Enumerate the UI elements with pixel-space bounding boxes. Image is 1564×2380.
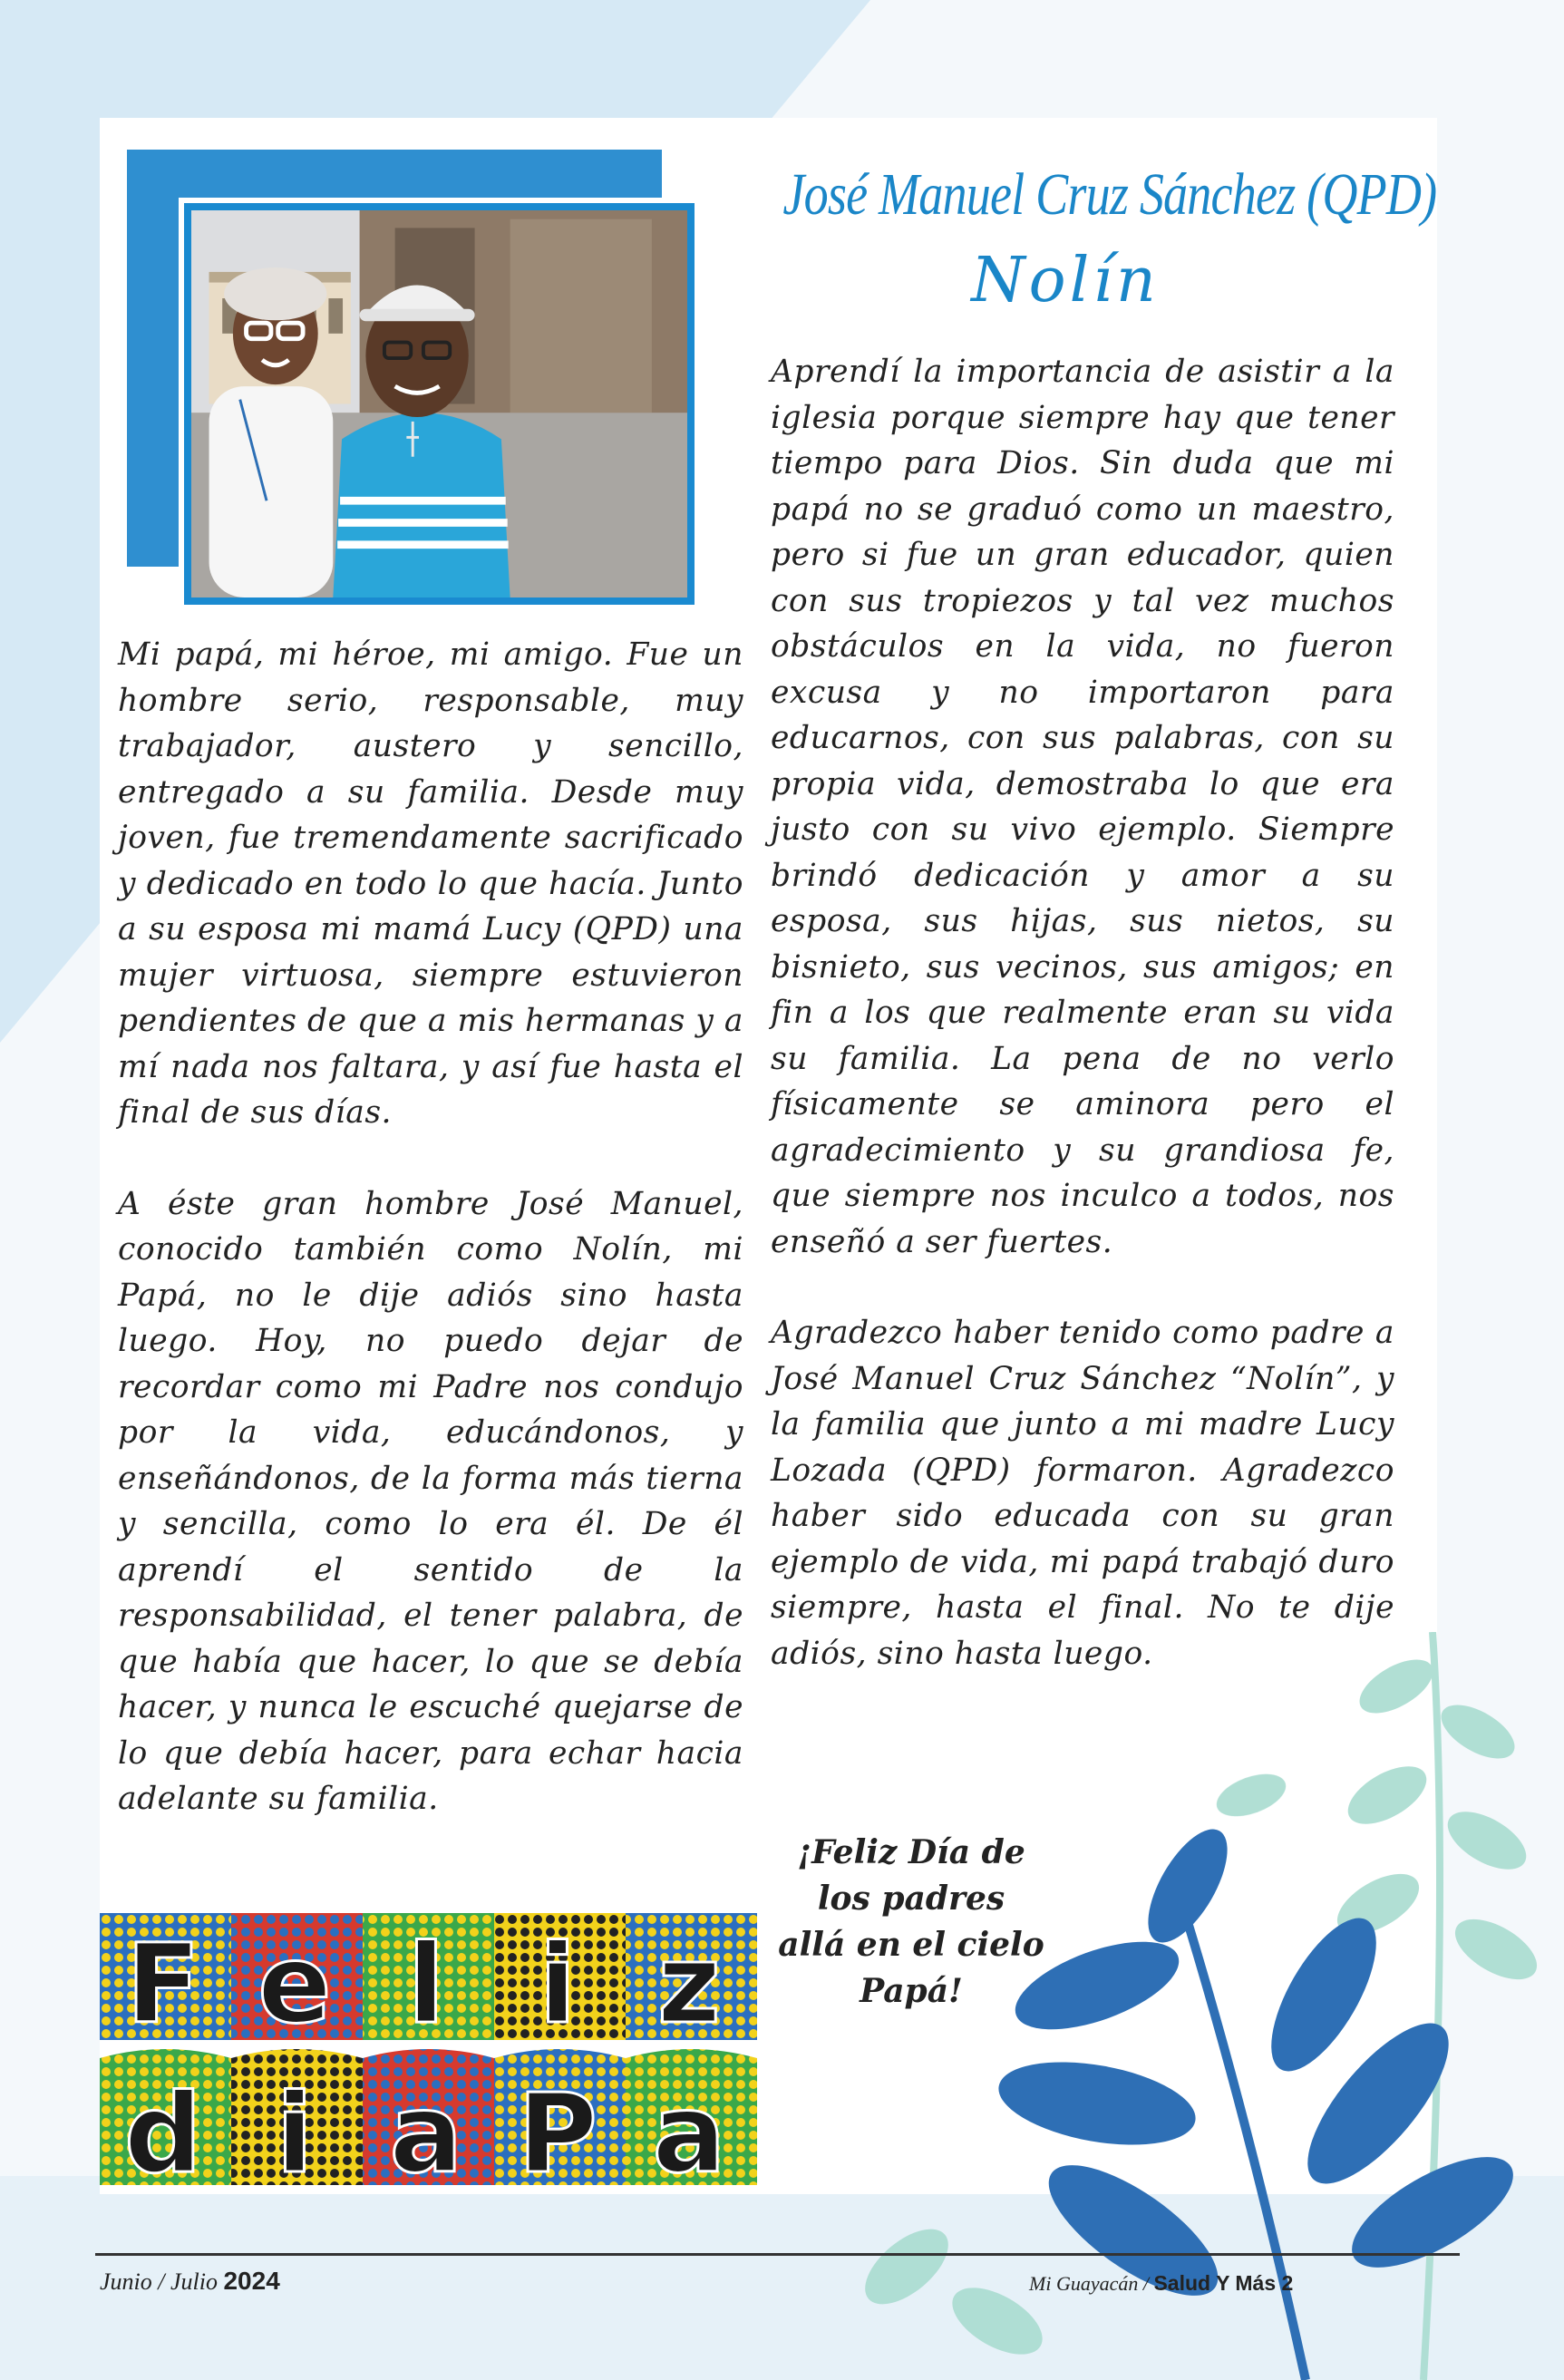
footer-section: Salud Y Más 2 bbox=[1153, 2271, 1294, 2295]
banner-letter: i bbox=[539, 1922, 577, 2048]
banner-letter: i bbox=[276, 2072, 314, 2185]
banner-letter: l bbox=[407, 1922, 445, 2048]
footer-publication bbox=[1029, 2271, 1293, 2296]
paragraph: A éste gran hombre José Manuel, conocido también como Nolín, mi Papá, no le dije adiós sino hasta luego. Hoy, no puedo dejar de recordar como mi Padre nos condujo por la vida, educándonos, y enseñándonos, de la forma más tierna y sencilla, como lo era él. De él aprendí el sentido de la responsabilidad, el tener palabra, de que había que hacer, lo que se debía hacer, y nunca le escuché quejarse de lo que debía hacer, para echar hacia adelante su familia. bbox=[118, 1185, 743, 1817]
footer-issue bbox=[100, 2267, 280, 2296]
paragraph: Agradezco haber tenido como padre a José Manuel Cruz Sánchez “Nolín”, y la familia que junto a mi madre Lucy Lozada (QPD) formaron. Agradezco haber sido educada con su gran ejemplo de vida, mi papá trabajó duro siempre, hasta el final. No te dije adiós, sino hasta luego. bbox=[771, 1315, 1394, 1672]
paragraph: Aprendí la importancia de asistir a la iglesia porque siempre hay que tener tiempo para Dios. Sin duda que mi papá no se graduó como un maestro, pero si fue un gran educador, quien con sus tropiezos y tal vez muchos obstáculos en la vida, no fueron excusa y no importaron para educarnos, con sus palabras, con su propia vida, demostraba lo que era justo con su vivo ejemplo. Siempre brindó dedicación y amor a su esposa, sus hijas, sus nietos, su bisnieto, sus vecinos, sus amigos; en fin a los que realmente eran su vida su familia. La pena de no verlo físicamente se aminora pero el agradecimiento y su grandiosa fe, que siempre nos inculco a todos, nos enseñó a ser fuertes. bbox=[771, 354, 1394, 1260]
closing-line: ¡Feliz Día de bbox=[797, 1833, 1025, 1871]
right-column bbox=[771, 349, 1394, 1722]
article-subtitle: Nolín bbox=[971, 245, 1160, 316]
footer-issue-months: Junio / Julio bbox=[100, 2268, 218, 2295]
footer-rule bbox=[95, 2253, 1460, 2256]
closing-line: los padres bbox=[817, 1880, 1005, 1918]
banner-letter: a bbox=[652, 2072, 726, 2185]
article-title: José Manuel Cruz Sánchez (QPD) bbox=[782, 161, 1437, 228]
footer-publication-name: Mi Guayacán / bbox=[1029, 2272, 1149, 2295]
leaves-decoration bbox=[798, 1632, 1564, 2380]
closing-line: Papá! bbox=[860, 1972, 963, 2010]
banner-letter: e bbox=[257, 1922, 332, 2048]
banner-letter: P bbox=[518, 2072, 597, 2185]
paragraph: Mi papá, mi héroe, mi amigo. Fue un hombre serio, responsable, muy trabajador, austero y sencillo, entregado a su familia. Desde muy joven, fue tremendamente sacrificado y dedicado en todo lo que hacía. Junto a su esposa mi mamá Lucy (QPD) una mujer virtuosa, siempre estuvieron pendientes de que a mis hermanas y a mí nada nos faltara, y así fue hasta el final de sus días. bbox=[118, 636, 743, 1131]
feliz-dia-papa-banner bbox=[100, 1913, 762, 2185]
banner-letter: F bbox=[126, 1922, 200, 2048]
footer-year: 2024 bbox=[223, 2267, 280, 2295]
couple-photo bbox=[191, 210, 687, 597]
photo-frame bbox=[179, 198, 700, 610]
banner-letter: a bbox=[389, 2072, 463, 2185]
left-column bbox=[118, 632, 743, 1868]
banner-letter: d bbox=[124, 2072, 202, 2185]
closing-line: allá en el cielo bbox=[778, 1926, 1044, 1964]
banner-letter: z bbox=[657, 1922, 721, 2048]
